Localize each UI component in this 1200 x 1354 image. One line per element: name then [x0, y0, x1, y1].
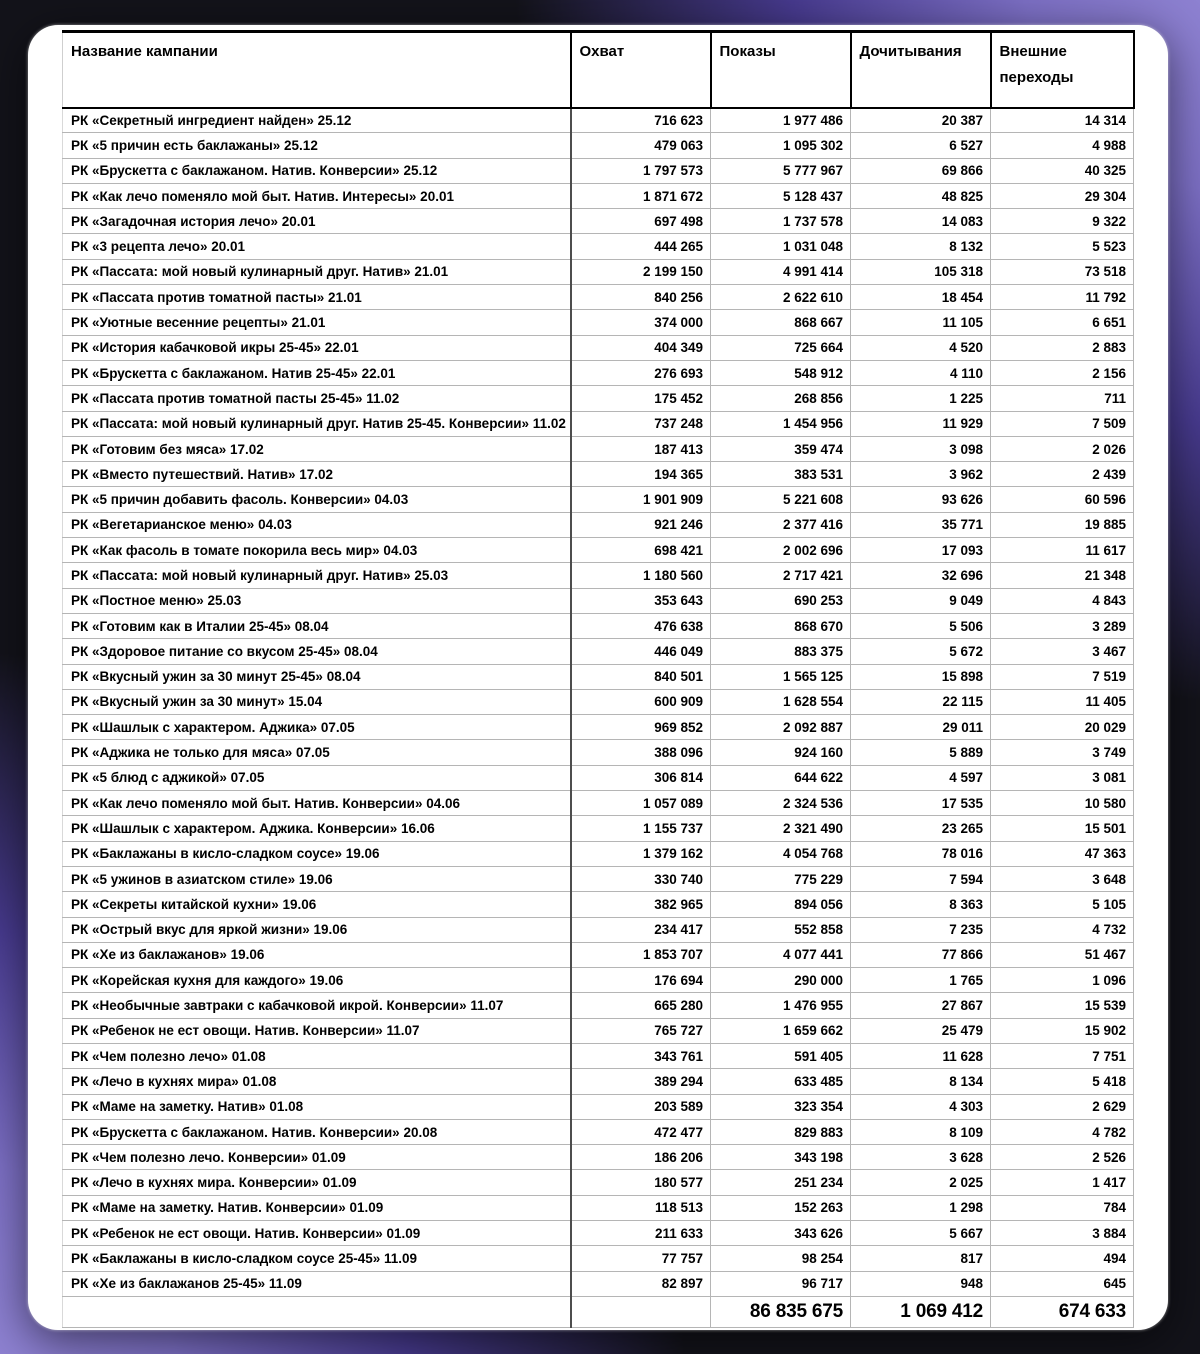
- external-clicks-cell: 7 519: [991, 664, 1134, 689]
- campaign-name-cell: РК «Ребенок не ест овощи. Натив. Конверсии» 11.07: [63, 1018, 571, 1043]
- impressions-cell: 152 263: [711, 1195, 851, 1220]
- table-row: [63, 993, 1134, 1018]
- totals-reach-cell: [571, 1296, 711, 1327]
- external-clicks-cell: 2 026: [991, 436, 1134, 461]
- table-row: [63, 462, 1134, 487]
- impressions-cell: 5 128 437: [711, 183, 851, 208]
- campaign-name-cell: РК «5 причин есть баклажаны» 25.12: [63, 133, 571, 158]
- table-row: [63, 740, 1134, 765]
- campaign-name-cell: РК «Пассата: мой новый кулинарный друг. Натив» 21.01: [63, 259, 571, 284]
- table-row: [63, 1246, 1134, 1271]
- campaign-name-cell: РК «Брускетта с баклажаном. Натив. Конверсии» 25.12: [63, 158, 571, 183]
- external-clicks-cell: 3 884: [991, 1221, 1134, 1246]
- reads-cell: 5 672: [851, 639, 991, 664]
- reach-cell: 921 246: [571, 512, 711, 537]
- reach-cell: 600 909: [571, 689, 711, 714]
- campaign-name-cell: РК «Брускетта с баклажаном. Натив 25-45» 22.01: [63, 360, 571, 385]
- impressions-cell: 894 056: [711, 892, 851, 917]
- reads-cell: 1 298: [851, 1195, 991, 1220]
- reads-cell: 78 016: [851, 841, 991, 866]
- impressions-cell: 4 077 441: [711, 942, 851, 967]
- impressions-cell: 548 912: [711, 360, 851, 385]
- external-clicks-cell: 20 029: [991, 715, 1134, 740]
- header-impressions: Показы: [711, 32, 851, 108]
- totals-name-cell: [63, 1296, 571, 1327]
- impressions-cell: 552 858: [711, 917, 851, 942]
- impressions-cell: 343 198: [711, 1145, 851, 1170]
- table-header: [63, 32, 1134, 108]
- impressions-cell: 868 670: [711, 613, 851, 638]
- campaign-name-cell: РК «Вкусный ужин за 30 минут» 15.04: [63, 689, 571, 714]
- campaign-name-cell: РК «Ребенок не ест овощи. Натив. Конверсии» 01.09: [63, 1221, 571, 1246]
- campaign-name-cell: РК «Маме на заметку. Натив» 01.08: [63, 1094, 571, 1119]
- table-row: [63, 917, 1134, 942]
- header-external-clicks: Внешние переходы: [991, 32, 1134, 108]
- reads-cell: 17 093: [851, 538, 991, 563]
- impressions-cell: 2 324 536: [711, 791, 851, 816]
- table-row: [63, 613, 1134, 638]
- impressions-cell: 2 002 696: [711, 538, 851, 563]
- external-clicks-cell: 3 289: [991, 613, 1134, 638]
- external-clicks-cell: 2 439: [991, 462, 1134, 487]
- reads-cell: 4 303: [851, 1094, 991, 1119]
- impressions-cell: 1 737 578: [711, 209, 851, 234]
- impressions-cell: 2 717 421: [711, 563, 851, 588]
- reach-cell: 840 256: [571, 285, 711, 310]
- reads-cell: 69 866: [851, 158, 991, 183]
- campaign-name-cell: РК «Загадочная история лечо» 20.01: [63, 209, 571, 234]
- reads-cell: 8 134: [851, 1069, 991, 1094]
- reads-cell: 93 626: [851, 487, 991, 512]
- reads-cell: 14 083: [851, 209, 991, 234]
- campaign-name-cell: РК «Как лечо поменяло мой быт. Натив. Конверсии» 04.06: [63, 791, 571, 816]
- campaign-name-cell: РК «Корейская кухня для каждого» 19.06: [63, 968, 571, 993]
- external-clicks-cell: 5 523: [991, 234, 1134, 259]
- reach-cell: 176 694: [571, 968, 711, 993]
- reach-cell: 118 513: [571, 1195, 711, 1220]
- table-row: [63, 1043, 1134, 1068]
- reach-cell: 77 757: [571, 1246, 711, 1271]
- campaign-stats-table: [62, 30, 1135, 1328]
- reads-cell: 2 025: [851, 1170, 991, 1195]
- table-row: [63, 942, 1134, 967]
- impressions-cell: 4 054 768: [711, 841, 851, 866]
- external-clicks-cell: 711: [991, 386, 1134, 411]
- table-row: [63, 892, 1134, 917]
- table-row: [63, 209, 1134, 234]
- campaign-name-cell: РК «Лечо в кухнях мира» 01.08: [63, 1069, 571, 1094]
- reach-cell: 698 421: [571, 538, 711, 563]
- reach-cell: 472 477: [571, 1119, 711, 1144]
- external-clicks-cell: 3 749: [991, 740, 1134, 765]
- reach-cell: 765 727: [571, 1018, 711, 1043]
- header-reads: Дочитывания: [851, 32, 991, 108]
- external-clicks-cell: 4 732: [991, 917, 1134, 942]
- reads-cell: 1 765: [851, 968, 991, 993]
- impressions-cell: 725 664: [711, 335, 851, 360]
- reach-cell: 1 379 162: [571, 841, 711, 866]
- external-clicks-cell: 2 526: [991, 1145, 1134, 1170]
- totals-external-clicks-cell: 674 633: [991, 1296, 1134, 1327]
- reach-cell: 388 096: [571, 740, 711, 765]
- table-row: [63, 765, 1134, 790]
- external-clicks-cell: 40 325: [991, 158, 1134, 183]
- external-clicks-cell: 60 596: [991, 487, 1134, 512]
- table-row: [63, 968, 1134, 993]
- reads-cell: 11 105: [851, 310, 991, 335]
- campaign-name-cell: РК «Здоровое питание со вкусом 25-45» 08.04: [63, 639, 571, 664]
- header-reach: Охват: [571, 32, 711, 108]
- reach-cell: 1 901 909: [571, 487, 711, 512]
- table-row: [63, 1221, 1134, 1246]
- campaign-name-cell: РК «Необычные завтраки с кабачковой икрой. Конверсии» 11.07: [63, 993, 571, 1018]
- impressions-cell: 290 000: [711, 968, 851, 993]
- external-clicks-cell: 15 902: [991, 1018, 1134, 1043]
- table-row: [63, 1119, 1134, 1144]
- reach-cell: 665 280: [571, 993, 711, 1018]
- reach-cell: 737 248: [571, 411, 711, 436]
- external-clicks-cell: 21 348: [991, 563, 1134, 588]
- reads-cell: 5 889: [851, 740, 991, 765]
- reads-cell: 27 867: [851, 993, 991, 1018]
- reads-cell: 3 628: [851, 1145, 991, 1170]
- table-row: [63, 1145, 1134, 1170]
- impressions-cell: 1 476 955: [711, 993, 851, 1018]
- reads-cell: 18 454: [851, 285, 991, 310]
- campaign-name-cell: РК «Баклажаны в кисло-сладком соусе 25-45» 11.09: [63, 1246, 571, 1271]
- impressions-cell: 1 977 486: [711, 108, 851, 133]
- campaign-name-cell: РК «Пассата: мой новый кулинарный друг. Натив 25-45. Конверсии» 11.02: [63, 411, 571, 436]
- impressions-cell: 1 095 302: [711, 133, 851, 158]
- external-clicks-cell: 47 363: [991, 841, 1134, 866]
- campaign-name-cell: РК «Острый вкус для яркой жизни» 19.06: [63, 917, 571, 942]
- header-campaign-name: Название кампании: [63, 32, 571, 108]
- report-card: [28, 25, 1168, 1330]
- impressions-cell: 883 375: [711, 639, 851, 664]
- impressions-cell: 644 622: [711, 765, 851, 790]
- table-row: [63, 791, 1134, 816]
- impressions-cell: 1 031 048: [711, 234, 851, 259]
- reads-cell: 5 506: [851, 613, 991, 638]
- impressions-cell: 591 405: [711, 1043, 851, 1068]
- reach-cell: 306 814: [571, 765, 711, 790]
- reach-cell: 234 417: [571, 917, 711, 942]
- table-row: [63, 1195, 1134, 1220]
- reach-cell: 444 265: [571, 234, 711, 259]
- campaign-name-cell: РК «Вегетарианское меню» 04.03: [63, 512, 571, 537]
- table-row: [63, 487, 1134, 512]
- reach-cell: 187 413: [571, 436, 711, 461]
- external-clicks-cell: 3 081: [991, 765, 1134, 790]
- table-row: [63, 158, 1134, 183]
- table-row: [63, 1018, 1134, 1043]
- campaign-name-cell: РК «Хе из баклажанов» 19.06: [63, 942, 571, 967]
- table-row: [63, 386, 1134, 411]
- impressions-cell: 251 234: [711, 1170, 851, 1195]
- external-clicks-cell: 6 651: [991, 310, 1134, 335]
- reads-cell: 4 597: [851, 765, 991, 790]
- external-clicks-cell: 645: [991, 1271, 1134, 1296]
- table-row: [63, 563, 1134, 588]
- external-clicks-cell: 1 096: [991, 968, 1134, 993]
- reach-cell: 969 852: [571, 715, 711, 740]
- campaign-name-cell: РК «Чем полезно лечо. Конверсии» 01.09: [63, 1145, 571, 1170]
- campaign-name-cell: РК «Готовим без мяса» 17.02: [63, 436, 571, 461]
- external-clicks-cell: 9 322: [991, 209, 1134, 234]
- external-clicks-cell: 7 751: [991, 1043, 1134, 1068]
- external-clicks-cell: 2 629: [991, 1094, 1134, 1119]
- campaign-name-cell: РК «Вкусный ужин за 30 минут 25-45» 08.04: [63, 664, 571, 689]
- external-clicks-cell: 1 417: [991, 1170, 1134, 1195]
- reads-cell: 32 696: [851, 563, 991, 588]
- external-clicks-cell: 11 617: [991, 538, 1134, 563]
- table-row: [63, 689, 1134, 714]
- reach-cell: 1 853 707: [571, 942, 711, 967]
- table-row: [63, 1094, 1134, 1119]
- impressions-cell: 1 565 125: [711, 664, 851, 689]
- external-clicks-cell: 73 518: [991, 259, 1134, 284]
- reads-cell: 8 109: [851, 1119, 991, 1144]
- campaign-name-cell: РК «3 рецепта лечо» 20.01: [63, 234, 571, 259]
- external-clicks-cell: 10 580: [991, 791, 1134, 816]
- reach-cell: 82 897: [571, 1271, 711, 1296]
- impressions-cell: 4 991 414: [711, 259, 851, 284]
- table-row: [63, 1170, 1134, 1195]
- reach-cell: 353 643: [571, 588, 711, 613]
- reach-cell: 276 693: [571, 360, 711, 385]
- reads-cell: 9 049: [851, 588, 991, 613]
- table-row: [63, 259, 1134, 284]
- campaign-name-cell: РК «Лечо в кухнях мира. Конверсии» 01.09: [63, 1170, 571, 1195]
- campaign-name-cell: РК «5 причин добавить фасоль. Конверсии» 04.03: [63, 487, 571, 512]
- campaign-name-cell: РК «5 ужинов в азиатском стиле» 19.06: [63, 866, 571, 891]
- totals-row: [63, 1296, 1134, 1327]
- external-clicks-cell: 3 467: [991, 639, 1134, 664]
- reads-cell: 15 898: [851, 664, 991, 689]
- reads-cell: 11 628: [851, 1043, 991, 1068]
- reads-cell: 29 011: [851, 715, 991, 740]
- reach-cell: 175 452: [571, 386, 711, 411]
- reach-cell: 479 063: [571, 133, 711, 158]
- impressions-cell: 2 377 416: [711, 512, 851, 537]
- reads-cell: 7 594: [851, 866, 991, 891]
- external-clicks-cell: 14 314: [991, 108, 1134, 133]
- campaign-name-cell: РК «Уютные весенние рецепты» 21.01: [63, 310, 571, 335]
- table-row: [63, 816, 1134, 841]
- impressions-cell: 690 253: [711, 588, 851, 613]
- external-clicks-cell: 5 418: [991, 1069, 1134, 1094]
- reach-cell: 1 155 737: [571, 816, 711, 841]
- reads-cell: 5 667: [851, 1221, 991, 1246]
- table-row: [63, 436, 1134, 461]
- reads-cell: 20 387: [851, 108, 991, 133]
- reach-cell: 203 589: [571, 1094, 711, 1119]
- reach-cell: 697 498: [571, 209, 711, 234]
- impressions-cell: 829 883: [711, 1119, 851, 1144]
- reads-cell: 35 771: [851, 512, 991, 537]
- campaign-name-cell: РК «Шашлык с характером. Аджика. Конверсии» 16.06: [63, 816, 571, 841]
- impressions-cell: 1 659 662: [711, 1018, 851, 1043]
- reach-cell: 476 638: [571, 613, 711, 638]
- reach-cell: 194 365: [571, 462, 711, 487]
- external-clicks-cell: 11 405: [991, 689, 1134, 714]
- table-row: [63, 108, 1134, 133]
- reach-cell: 446 049: [571, 639, 711, 664]
- external-clicks-cell: 7 509: [991, 411, 1134, 436]
- table-row: [63, 335, 1134, 360]
- external-clicks-cell: 29 304: [991, 183, 1134, 208]
- campaign-name-cell: РК «Секреты китайской кухни» 19.06: [63, 892, 571, 917]
- table-row: [63, 715, 1134, 740]
- reads-cell: 3 962: [851, 462, 991, 487]
- external-clicks-cell: 4 988: [991, 133, 1134, 158]
- reach-cell: 389 294: [571, 1069, 711, 1094]
- reads-cell: 4 520: [851, 335, 991, 360]
- campaign-name-cell: РК «Постное меню» 25.03: [63, 588, 571, 613]
- table-row: [63, 310, 1134, 335]
- impressions-cell: 868 667: [711, 310, 851, 335]
- external-clicks-cell: 4 843: [991, 588, 1134, 613]
- campaign-name-cell: РК «Аджика не только для мяса» 07.05: [63, 740, 571, 765]
- reach-cell: 382 965: [571, 892, 711, 917]
- table-row: [63, 360, 1134, 385]
- reach-cell: 716 623: [571, 108, 711, 133]
- table-row: [63, 512, 1134, 537]
- external-clicks-cell: 15 501: [991, 816, 1134, 841]
- external-clicks-cell: 5 105: [991, 892, 1134, 917]
- table-row: [63, 133, 1134, 158]
- campaign-name-cell: РК «Чем полезно лечо» 01.08: [63, 1043, 571, 1068]
- external-clicks-cell: 15 539: [991, 993, 1134, 1018]
- reads-cell: 23 265: [851, 816, 991, 841]
- reads-cell: 3 098: [851, 436, 991, 461]
- external-clicks-cell: 2 883: [991, 335, 1134, 360]
- reach-cell: 1 871 672: [571, 183, 711, 208]
- campaign-name-cell: РК «Маме на заметку. Натив. Конверсии» 01.09: [63, 1195, 571, 1220]
- campaign-name-cell: РК «Пассата: мой новый кулинарный друг. Натив» 25.03: [63, 563, 571, 588]
- reach-cell: 374 000: [571, 310, 711, 335]
- external-clicks-cell: 11 792: [991, 285, 1134, 310]
- campaign-name-cell: РК «5 блюд с аджикой» 07.05: [63, 765, 571, 790]
- table-row: [63, 664, 1134, 689]
- reach-cell: 211 633: [571, 1221, 711, 1246]
- header-row: [63, 32, 1134, 108]
- external-clicks-cell: 784: [991, 1195, 1134, 1220]
- reach-cell: 343 761: [571, 1043, 711, 1068]
- reach-cell: 840 501: [571, 664, 711, 689]
- campaign-name-cell: РК «Вместо путешествий. Натив» 17.02: [63, 462, 571, 487]
- campaign-name-cell: РК «Секретный ингредиент найден» 25.12: [63, 108, 571, 133]
- table-row: [63, 538, 1134, 563]
- impressions-cell: 2 092 887: [711, 715, 851, 740]
- reach-cell: 180 577: [571, 1170, 711, 1195]
- reads-cell: 6 527: [851, 133, 991, 158]
- campaign-name-cell: РК «Пассата против томатной пасты 25-45» 11.02: [63, 386, 571, 411]
- table-row: [63, 411, 1134, 436]
- campaign-name-cell: РК «Как лечо поменяло мой быт. Натив. Интересы» 20.01: [63, 183, 571, 208]
- table-row: [63, 183, 1134, 208]
- reach-cell: 1 797 573: [571, 158, 711, 183]
- table-row: [63, 588, 1134, 613]
- external-clicks-cell: 3 648: [991, 866, 1134, 891]
- campaign-name-cell: РК «Как фасоль в томате покорила весь мир» 04.03: [63, 538, 571, 563]
- impressions-cell: 383 531: [711, 462, 851, 487]
- reads-cell: 77 866: [851, 942, 991, 967]
- totals-reads-cell: 1 069 412: [851, 1296, 991, 1327]
- external-clicks-cell: 4 782: [991, 1119, 1134, 1144]
- table-row: [63, 1271, 1134, 1296]
- reach-cell: 1 180 560: [571, 563, 711, 588]
- impressions-cell: 268 856: [711, 386, 851, 411]
- reach-cell: 2 199 150: [571, 259, 711, 284]
- impressions-cell: 5 777 967: [711, 158, 851, 183]
- reads-cell: 948: [851, 1271, 991, 1296]
- impressions-cell: 343 626: [711, 1221, 851, 1246]
- impressions-cell: 323 354: [711, 1094, 851, 1119]
- impressions-cell: 633 485: [711, 1069, 851, 1094]
- reads-cell: 48 825: [851, 183, 991, 208]
- external-clicks-cell: 19 885: [991, 512, 1134, 537]
- table-body: [63, 108, 1134, 1297]
- reads-cell: 8 363: [851, 892, 991, 917]
- campaign-name-cell: РК «История кабачковой икры 25-45» 22.01: [63, 335, 571, 360]
- table-row: [63, 1069, 1134, 1094]
- campaign-name-cell: РК «Готовим как в Италии 25-45» 08.04: [63, 613, 571, 638]
- reads-cell: 22 115: [851, 689, 991, 714]
- campaign-name-cell: РК «Хе из баклажанов 25-45» 11.09: [63, 1271, 571, 1296]
- table-row: [63, 639, 1134, 664]
- table-row: [63, 234, 1134, 259]
- impressions-cell: 5 221 608: [711, 487, 851, 512]
- campaign-name-cell: РК «Баклажаны в кисло-сладком соусе» 19.06: [63, 841, 571, 866]
- external-clicks-cell: 494: [991, 1246, 1134, 1271]
- reads-cell: 105 318: [851, 259, 991, 284]
- reads-cell: 8 132: [851, 234, 991, 259]
- impressions-cell: 359 474: [711, 436, 851, 461]
- campaign-name-cell: РК «Шашлык с характером. Аджика» 07.05: [63, 715, 571, 740]
- impressions-cell: 924 160: [711, 740, 851, 765]
- impressions-cell: 1 628 554: [711, 689, 851, 714]
- campaign-name-cell: РК «Брускетта с баклажаном. Натив. Конверсии» 20.08: [63, 1119, 571, 1144]
- impressions-cell: 2 622 610: [711, 285, 851, 310]
- reads-cell: 4 110: [851, 360, 991, 385]
- reads-cell: 11 929: [851, 411, 991, 436]
- table-row: [63, 285, 1134, 310]
- impressions-cell: 1 454 956: [711, 411, 851, 436]
- table-footer: [63, 1296, 1134, 1327]
- reads-cell: 25 479: [851, 1018, 991, 1043]
- impressions-cell: 96 717: [711, 1271, 851, 1296]
- reach-cell: 404 349: [571, 335, 711, 360]
- table-row: [63, 841, 1134, 866]
- totals-impressions-cell: 86 835 675: [711, 1296, 851, 1327]
- impressions-cell: 98 254: [711, 1246, 851, 1271]
- impressions-cell: 2 321 490: [711, 816, 851, 841]
- reads-cell: 1 225: [851, 386, 991, 411]
- reach-cell: 186 206: [571, 1145, 711, 1170]
- external-clicks-cell: 2 156: [991, 360, 1134, 385]
- table-row: [63, 866, 1134, 891]
- reads-cell: 7 235: [851, 917, 991, 942]
- impressions-cell: 775 229: [711, 866, 851, 891]
- external-clicks-cell: 51 467: [991, 942, 1134, 967]
- reads-cell: 17 535: [851, 791, 991, 816]
- reads-cell: 817: [851, 1246, 991, 1271]
- reach-cell: 330 740: [571, 866, 711, 891]
- reach-cell: 1 057 089: [571, 791, 711, 816]
- campaign-name-cell: РК «Пассата против томатной пасты» 21.01: [63, 285, 571, 310]
